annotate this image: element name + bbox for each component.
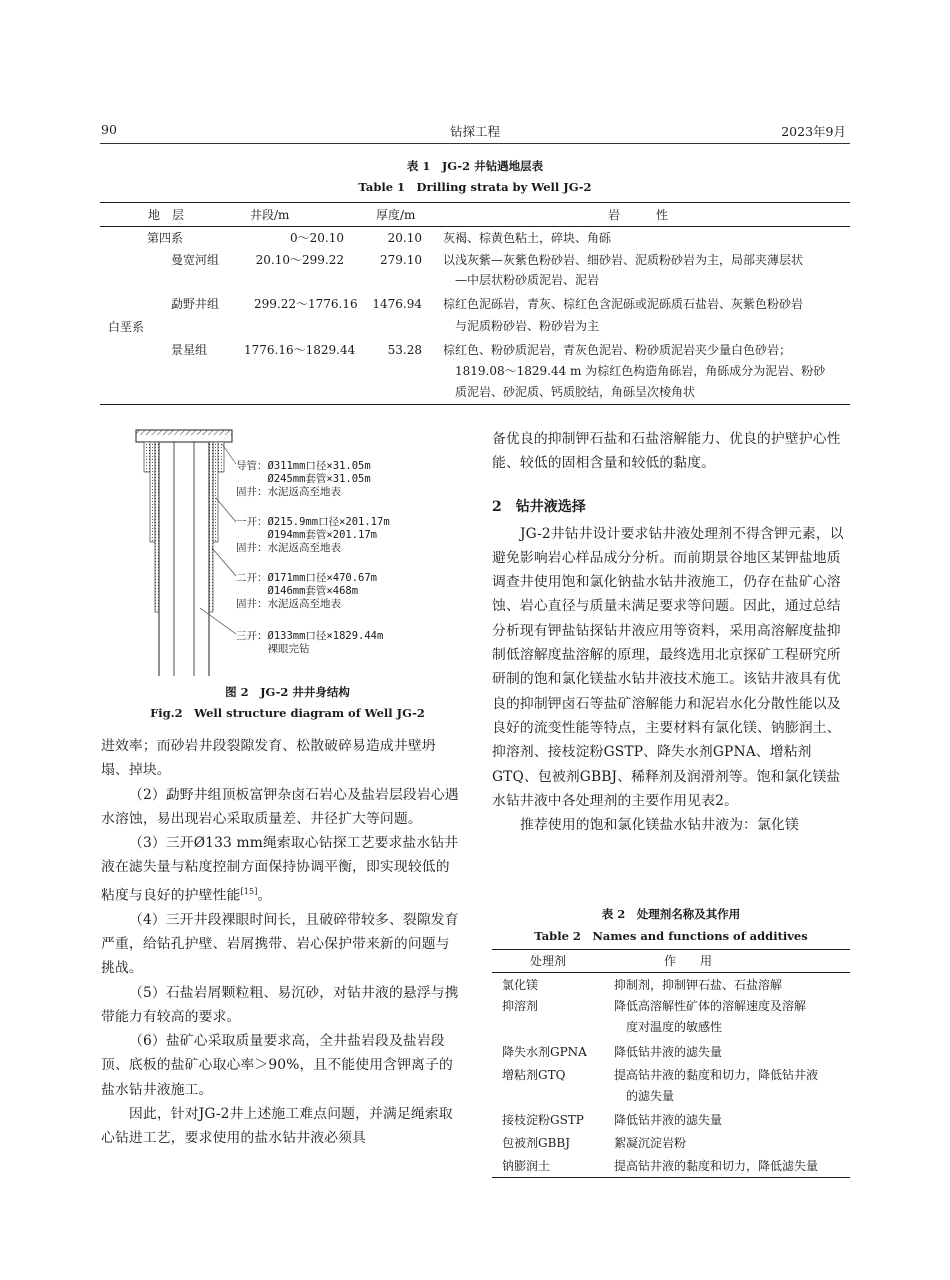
table1-row-thickness: 1476.94 xyxy=(372,297,422,311)
leader-line xyxy=(212,548,236,576)
fig2-label-third-spud: 三开：Ø133mm口径×1829.44m 裸眼完钻 xyxy=(236,630,384,655)
table2-caption-cn: 表 2 处理剂名称及其作用 xyxy=(601,907,741,921)
table1-header-rule xyxy=(100,226,850,227)
right-column-text xyxy=(492,427,850,837)
left-column-text xyxy=(101,734,460,1151)
fig2-label-conductor: 导管：Ø311mm口径×31.05m Ø245mm套管×31.05m 固井：水泥返高至地表 xyxy=(236,460,371,498)
table2-row-function: 降低钻井液的滤失量 xyxy=(614,1113,723,1127)
table1-header-stratum: 地 层 xyxy=(148,208,185,222)
table1-row-formation: 第四系 xyxy=(147,231,184,245)
paragraph: （4）三开井段裸眼时间长，且破碎带较多、裂隙发育严重，给钻孔护壁、岩屑携带、岩心保护带来新的问题与挑战。 xyxy=(101,911,459,977)
section-title: 2 钻井液选择 xyxy=(492,498,586,515)
table2-row-function: 的滤失量 xyxy=(626,1089,675,1103)
leader-line xyxy=(200,608,236,634)
table1-header-thickness: 厚度/m xyxy=(376,208,416,222)
paragraph: 因此，针对JG-2井上述施工难点问题，并满足绳索取心钻进工艺，要求使用的盐水钻井液必须具 xyxy=(101,1106,453,1147)
table2-row-function: 提高钻井液的黏度和切力，降低滤失量 xyxy=(614,1159,819,1173)
paragraph: 备优良的抑制钾石盐和石盐溶解能力、优良的护壁护心性能、较低的固相含量和较低的黏度。 xyxy=(492,431,841,472)
table2-header-rule xyxy=(492,972,850,973)
table2-row-agent: 包被剂GBBJ xyxy=(502,1136,571,1150)
paragraph: （3）三开Ø133 mm绳索取心钻探工艺要求盐水钻井液在滤失量与粘度控制方面保持协调平衡，即实现较低的粘度与良好的护壁性能[15]。 xyxy=(101,835,459,904)
paragraph: （5）石盐岩屑颗粒粗、易沉砂，对钻井液的悬浮与携带能力有较高的要求。 xyxy=(101,984,459,1025)
paragraph: （6）盐矿心采取质量要求高，全井盐岩段及盐岩段顶、底板的盐矿心取心率＞90%，且不能使用含钾离子的盐水钻井液施工。 xyxy=(101,1033,453,1098)
second-spud-casing-right xyxy=(209,442,213,612)
first-spud-casing-left xyxy=(150,442,155,542)
table1-row-interval: 1776.16～1829.44 xyxy=(244,343,356,357)
table1-row-lithology: —中层状粉砂质泥岩、泥岩 xyxy=(455,273,600,287)
table2 xyxy=(492,948,850,1178)
table2-header-agent: 处理剂 xyxy=(530,954,567,968)
table1-header-interval: 井段/m xyxy=(250,208,290,222)
table1-bottom-rule xyxy=(100,404,850,405)
table1-row-formation: 勐野井组 xyxy=(171,297,220,311)
table1-row-thickness: 20.10 xyxy=(387,231,422,245)
citation[interactable]: [15] xyxy=(240,886,258,896)
issue-date: 2023年9月 xyxy=(781,124,846,139)
header-rule xyxy=(100,143,850,144)
table1-caption-en: Table 1 Drilling strata by Well JG-2 xyxy=(358,180,592,194)
table1-caption-cn: 表 1 JG-2 井钻遇地层表 xyxy=(406,159,544,173)
table1-row-formation: 景星组 xyxy=(171,343,208,357)
fig2-caption-cn: 图 2 JG-2 井井身结构 xyxy=(225,685,350,699)
paragraph: JG-2井钻井设计要求钻井液处理剂不得含钾元素，以避免影响岩心样品成分分析。而前期景谷地区某钾盐地质调查井使用饱和氯化钠盐水钻井液施工，仍存在盐矿心溶蚀、岩心直径与质量未满足要求等问题。因此，通过总结分析现有钾盐钻探钻井液应用等资料，采用高溶解度盐抑制低溶解度盐溶解的原理，最终选用北京探矿工程研究所研制的饱和氯化镁盐水钻井液技术施工。该钻井液具有优良的抑制钾卤石等盐矿溶解能力和泥岩水化分散性能以及良好的流变性能等特点，主要材料有氯化镁、钠膨润土、抑溶剂、接枝淀粉GSTP、降失水剂GPNA、增粘剂GTQ、包被剂GBBJ、稀释剂及润滑剂等。饱和氯化镁盐水钻井液中各处理剂的主要作用见表2。 xyxy=(492,525,844,809)
table2-row-agent: 抑溶剂 xyxy=(502,999,539,1013)
fig2-label-second-spud: 二开：Ø171mm口径×470.67m Ø146mm套管×468m 固井：水泥返高至地表 xyxy=(236,572,378,610)
paragraph: 进效率；而砂岩井段裂隙发育、松散破碎易造成井壁坍塌、掉块。 xyxy=(101,738,436,779)
table1-row-lithology: 与泥质粉砂岩、粉砂岩为主 xyxy=(455,319,600,333)
table2-bottom-rule xyxy=(492,1177,850,1178)
journal-title: 钻探工程 xyxy=(449,124,500,139)
table1-row-thickness: 279.10 xyxy=(380,253,422,267)
table2-row-agent: 氯化镁 xyxy=(502,978,539,992)
table2-row-function: 抑制剂，抑制钾石盐、石盐溶解 xyxy=(614,978,783,992)
table1-row-formation: 曼宽河组 xyxy=(171,253,220,267)
table1-row-lithology: 灰褐、棕黄色粘土，碎块、角砾 xyxy=(443,231,612,245)
table2-header-function: 作 用 xyxy=(664,954,713,968)
table2-row-function: 絮凝沉淀岩粉 xyxy=(614,1136,687,1150)
table1-row-lithology: 以浅灰紫—灰紫色粉砂岩、细砂岩、泥质粉砂岩为主，局部夹薄层状 xyxy=(443,253,804,267)
paragraph: 推荐使用的饱和氯化镁盐水钻井液为：氯化镁 xyxy=(520,817,799,834)
table1-row-interval: 299.22～1776.16 xyxy=(254,297,358,311)
table2-caption-en: Table 2 Names and functions of additives xyxy=(534,929,808,943)
table2-row-function: 降低高溶解性矿体的溶解速度及溶解 xyxy=(614,999,807,1013)
table1-system-label: 白垩系 xyxy=(108,320,145,334)
surface-cement xyxy=(136,430,232,435)
table1-row-lithology: 棕红色、粉砂质泥岩，青灰色泥岩、粉砂质泥岩夹少量白色砂岩； xyxy=(443,343,792,357)
second-spud-casing-left xyxy=(155,442,159,612)
paragraph: （2）勐野井组顶板富钾杂卤石岩心及盐岩层段岩心遇水溶蚀，易出现岩心采取质量差、井径扩大等问题。 xyxy=(101,786,459,827)
table1-row-lithology: 质泥岩、砂泥质、钙质胶结，角砾呈次棱角状 xyxy=(455,385,696,399)
table2-row-function: 度对温度的敏感性 xyxy=(626,1020,723,1034)
table1-row-interval: 0～20.10 xyxy=(290,231,344,245)
table2-row-agent: 增粘剂GTQ xyxy=(502,1068,566,1082)
table1-row-interval: 20.10～299.22 xyxy=(255,253,344,267)
table2-row-function: 提高钻井液的黏度和切力，降低钻井液 xyxy=(614,1068,819,1082)
table2-row-function: 降低钻井液的滤失量 xyxy=(614,1045,723,1059)
table1-row-lithology: 1819.08～1829.44 m 为棕红色构造角砾岩，角砾成分为泥岩、粉砂 xyxy=(455,364,826,378)
table1-row-thickness: 53.28 xyxy=(387,343,422,357)
table1-row-lithology: 棕红色泥砾岩，青灰、棕红色含泥砾或泥砾质石盐岩、灰紫色粉砂岩 xyxy=(443,297,804,311)
table1 xyxy=(100,200,850,406)
table1-header-lithology: 岩 性 xyxy=(608,208,669,222)
first-spud-casing-right xyxy=(213,442,218,542)
table2-row-agent: 降失水剂GPNA xyxy=(502,1045,587,1059)
leader-line xyxy=(216,498,236,522)
well-structure-diagram xyxy=(130,428,240,680)
table2-row-agent: 钠膨润土 xyxy=(502,1159,551,1173)
table1-top-rule xyxy=(100,202,850,203)
table2-top-rule xyxy=(492,949,850,950)
fig2-label-first-spud: 一开：Ø215.9mm口径×201.17m Ø194mm套管×201.17m 固井：水泥返高至地表 xyxy=(236,516,390,554)
page-number: 90 xyxy=(101,122,117,137)
fig2-caption-en: Fig.2 Well structure diagram of Well JG-2 xyxy=(150,706,425,720)
table2-row-agent: 接枝淀粉GSTP xyxy=(502,1113,584,1127)
